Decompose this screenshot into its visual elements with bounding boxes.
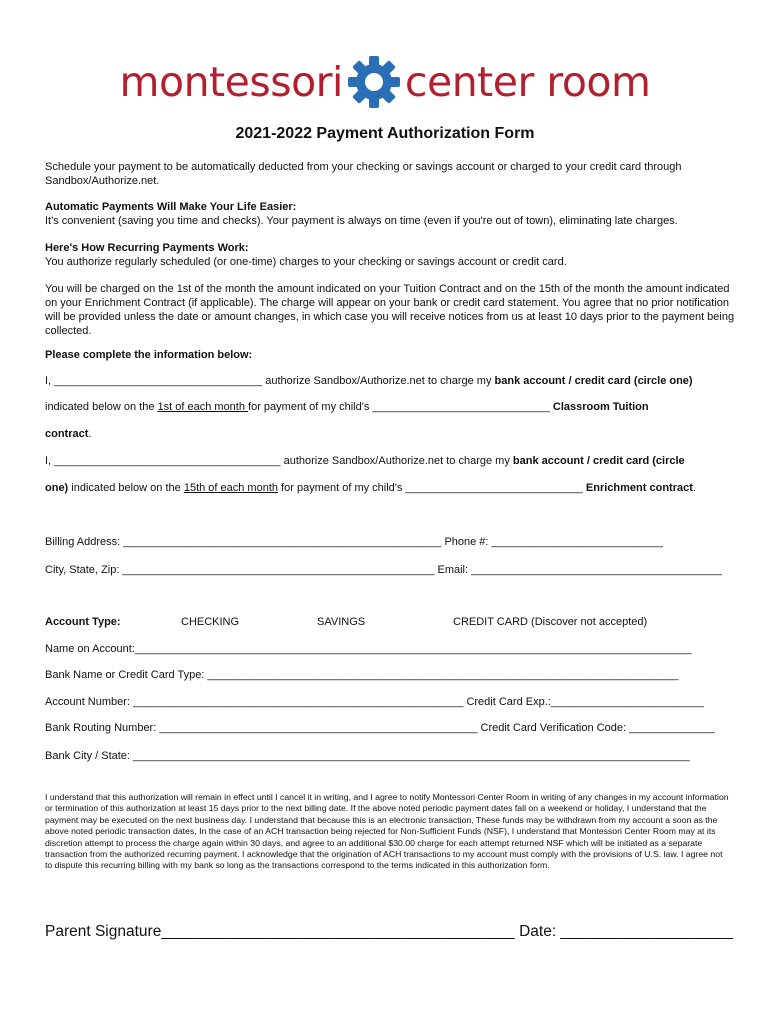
auth2-child-field: for payment of my child's _____________________________ — [278, 482, 586, 494]
account-number-field[interactable]: Account Number: ______________________________________________________ Credit Card Exp.:_________________________ — [45, 696, 704, 708]
auth2-circle-option: bank account / credit card (circle — [512, 455, 685, 467]
schedule-text: You will be charged on the 1st of the month the amount indicated on your Tuition Contract and on the 15th of the month the amount indicated on your Enrichment Contract (if applicable). The charge will appear on your bank or credit card statement. You agree that no prior notification will be provided unless the date or amount changes, in which case you will receive notices from us at least 10 days prior to the payment being collected. — [45, 283, 735, 337]
auth2-line2-text: indicated below on the — [68, 482, 184, 494]
benefits-heading: Automatic Payments Will Make Your Life Easier: — [45, 201, 297, 213]
auth1-classroom-tuition: Classroom Tuition — [552, 401, 649, 413]
savings-option[interactable]: SAVINGS — [317, 616, 366, 628]
how-text: You authorize regularly scheduled (or one-time) charges to your checking or savings account or credit card. — [45, 256, 567, 268]
auth1-date: 1st of each month — [157, 401, 249, 413]
city-email-field[interactable]: City, State, Zip: ___________________________________________________ Email: _________________________________________ — [45, 564, 722, 576]
auth1-period: . — [88, 428, 92, 440]
auth1-line2[interactable] — [45, 401, 649, 413]
bank-city-field[interactable]: Bank City / State: ___________________________________________________________________________________________ — [45, 750, 690, 762]
billing-phone-field[interactable]: Billing Address: ____________________________________________________ Phone #: ____________________________ — [45, 536, 663, 548]
auth2-enrichment-contract: Enrichment contract — [585, 482, 693, 494]
benefits-section — [45, 200, 735, 228]
checking-option[interactable]: CHECKING — [181, 616, 240, 628]
bank-name-field[interactable]: Bank Name or Credit Card Type: _____________________________________________________________________________ — [45, 669, 679, 681]
how-heading: Here's How Recurring Payments Work: — [45, 242, 249, 254]
signature-line[interactable] — [45, 923, 733, 941]
how-section — [45, 241, 735, 269]
credit-card-option[interactable]: CREDIT CARD (Discover not accepted) — [453, 616, 648, 628]
auth1-contract: contract — [45, 428, 89, 440]
auth1-child-field: for payment of my child's _____________________________ — [248, 401, 553, 413]
gear-icon — [348, 56, 400, 108]
account-type-label: Account Type: — [45, 616, 121, 628]
auth2-line1[interactable] — [45, 455, 685, 467]
auth1-line1-text: I, __________________________________ authorize Sandbox/Authorize.net to charge my — [45, 375, 495, 387]
benefits-text: It's convenient (saving you time and checks). Your payment is always on time (even if you're out of town), eliminating late charges. — [45, 215, 678, 227]
auth1-line1[interactable] — [45, 375, 693, 387]
logo-right-word: center room — [404, 57, 651, 106]
parent-signature-field[interactable]: Parent Signature_________________________________________ — [45, 923, 515, 940]
name-on-account-field[interactable]: Name on Account:___________________________________________________________________________________________ — [45, 643, 692, 655]
auth1-line2-text: indicated below on the — [45, 401, 158, 413]
intro-text: Schedule your payment to be automatically deducted from your checking or savings account or charged to your credit card through Sandbox/Authorize.net. — [45, 161, 682, 187]
logo-left-word: montessori — [119, 57, 343, 106]
auth1-line3 — [45, 428, 91, 440]
auth2-date: 15th of each month — [183, 482, 279, 494]
complete-heading: Please complete the information below: — [45, 349, 253, 361]
auth2-line2[interactable] — [45, 482, 696, 494]
auth1-circle-option: bank account / credit card (circle one) — [494, 375, 693, 387]
legal-text: I understand that this authorization will remain in effect until I cancel it in writing, and I agree to notify Montessori Center Room in writing of any changes in my account information or termination of this authorization at least 15 days prior to the next billing date. If the above noted periodic payment dates fall on a weekend or holiday, I understand that the payment may be executed on the next business day. I understand that because this is an electronic transaction, These funds may be withdrawn from my account a soon as the above noted periodic transaction dates, In the case of an ACH transaction being rejected for Non-Sufficient Funds (NSF), I understand that Montessori Center Room may at its discretion attempt to process the charge again within 30 days, and agree to an additional $30.00 charge for each attempt returned NSF which will be initiated as a separate transaction from the authorized recurring payment. I acknowledge that the origination of ACH transactions to my account must comply with the provisions of U.S. law. I agree not to dispute this recurring billing with my bank so long as the transactions correspond to the terms indicated in this authorization form. — [45, 792, 729, 871]
logo — [0, 56, 770, 108]
auth2-line1-text: I, _____________________________________ authorize Sandbox/Authorize.net to charge my — [45, 455, 513, 467]
auth2-one: one) — [45, 482, 69, 494]
date-field[interactable]: Date: ____________________ — [519, 923, 733, 940]
form-title: 2021-2022 Payment Authorization Form — [235, 125, 535, 142]
auth2-period: . — [692, 482, 696, 494]
routing-number-field[interactable]: Bank Routing Number: ____________________________________________________ Credit Card Verification Code: ______________ — [45, 722, 715, 734]
